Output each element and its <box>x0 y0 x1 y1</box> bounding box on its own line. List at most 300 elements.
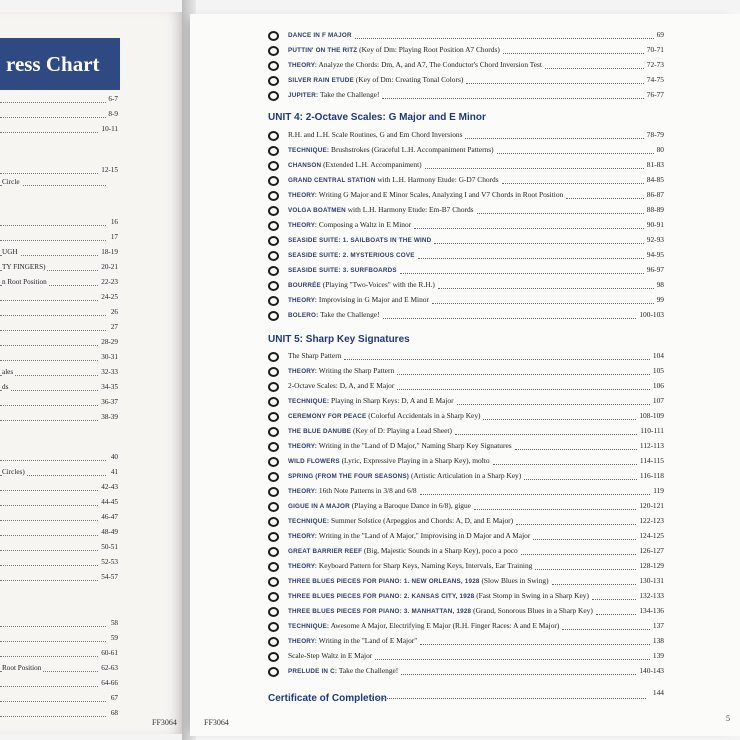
leader-dots <box>375 659 650 660</box>
leader-dots <box>401 674 636 675</box>
entry-page: 114-115 <box>639 456 664 465</box>
entry-page: 72-73 <box>646 60 664 69</box>
toc-entry <box>288 250 415 259</box>
leader-dots <box>0 117 106 118</box>
toc-row <box>268 265 664 279</box>
leader-dots <box>420 644 650 645</box>
toc-entry <box>288 396 454 405</box>
entry-description: Writing the Sharp Pattern <box>317 366 395 375</box>
toc-row <box>268 636 664 650</box>
circle-bullet-icon <box>268 427 279 437</box>
circle-bullet-icon <box>268 91 279 101</box>
left-toc-row <box>0 368 120 380</box>
left-toc-row <box>0 383 120 395</box>
entry-page: 130-131 <box>639 576 664 585</box>
circle-bullet-icon <box>268 547 279 557</box>
toc-entry <box>288 175 499 184</box>
entry-description: (Artistic Articulation in a Sharp Key) <box>409 471 522 480</box>
leader-dots <box>0 420 106 421</box>
toc-row <box>268 621 664 635</box>
leader-dots <box>397 374 650 375</box>
left-toc-row <box>0 664 120 676</box>
toc-entry <box>288 486 417 495</box>
entry-page: 139 <box>652 651 664 660</box>
toc-entry <box>288 145 494 154</box>
entry-page: 98 <box>656 280 664 289</box>
entry-page: 119 <box>653 486 664 495</box>
entry-title: CEREMONY FOR PEACE <box>288 413 367 420</box>
leader-dots <box>425 168 644 169</box>
left-entry-text: TY FINGERS) <box>2 263 46 271</box>
left-page <box>0 12 182 734</box>
left-entry-page: 24-25 <box>101 293 118 301</box>
certificate-row <box>268 688 664 702</box>
toc-entry <box>288 591 589 600</box>
toc-entry <box>288 606 593 615</box>
entry-title: SEASIDE SUITE: 3. SURFBOARDS <box>288 267 397 274</box>
toc-row <box>268 486 664 500</box>
circle-bullet-icon <box>268 382 279 392</box>
left-entry-page: 67 <box>110 694 118 702</box>
toc-row <box>268 396 664 410</box>
circle-bullet-icon <box>268 457 279 467</box>
entry-page: 105 <box>652 366 664 375</box>
unit4-heading: UNIT 4: 2-Octave Scales: G Major and E Minor <box>268 112 486 123</box>
circle-bullet-icon <box>268 236 279 246</box>
circle-bullet-icon <box>268 367 279 377</box>
toc-entry <box>288 546 518 555</box>
leader-dots <box>502 183 644 184</box>
left-toc-row <box>0 308 120 320</box>
left-entry-page: 30-31 <box>101 353 118 361</box>
entry-description: (Key of D: Playing a Lead Sheet) <box>351 426 452 435</box>
left-toc-row <box>0 619 120 631</box>
left-toc-row <box>0 248 120 260</box>
left-entry-page: 48-49 <box>101 528 118 536</box>
circle-bullet-icon <box>268 577 279 587</box>
left-toc-row <box>0 353 120 365</box>
circle-bullet-icon <box>268 146 279 156</box>
left-entry-page: 10-11 <box>101 125 118 133</box>
toc-entry <box>288 220 411 229</box>
entry-description: 16th Note Patterns in 3/8 and 6/8 <box>317 486 417 495</box>
page-number: 5 <box>726 714 730 723</box>
left-toc-row <box>0 110 120 122</box>
leader-dots <box>552 584 636 585</box>
entry-title: TECHNIQUE: <box>288 623 330 630</box>
entry-page: 112-113 <box>639 441 664 450</box>
toc-entry <box>288 501 471 510</box>
leader-dots <box>0 315 106 316</box>
entry-description: 2-Octave Scales: D, A, and E Major <box>288 381 395 390</box>
toc-row <box>268 591 664 605</box>
circle-bullet-icon <box>268 517 279 527</box>
entry-title: THEORY: <box>288 297 318 304</box>
leader-dots <box>0 345 106 346</box>
left-entry-text: ds <box>2 383 9 391</box>
circle-bullet-icon <box>268 442 279 452</box>
left-toc-row <box>0 263 120 275</box>
toc-entry <box>288 310 380 319</box>
toc-entry <box>288 576 549 585</box>
toc-row <box>268 471 664 485</box>
leader-dots <box>372 698 646 699</box>
entry-description: Take the Challenge! <box>318 310 380 319</box>
left-toc-row <box>0 528 120 540</box>
entry-title: GIGUE IN A MAJOR <box>288 503 350 510</box>
leader-dots <box>432 303 654 304</box>
toc-entry <box>288 30 352 39</box>
left-toc-row <box>0 278 120 290</box>
entry-title: GREAT BARRIER REEF <box>288 548 363 555</box>
left-entry-page: 20-21 <box>101 263 118 271</box>
toc-row <box>268 130 664 144</box>
toc-row <box>268 145 664 159</box>
toc-row <box>268 295 664 309</box>
left-toc-row <box>0 498 120 510</box>
toc-row <box>268 30 664 44</box>
left-toc-row <box>0 468 120 480</box>
entry-page: 132-133 <box>639 591 664 600</box>
left-entry-page: 16 <box>110 218 118 226</box>
circle-bullet-icon <box>268 397 279 407</box>
entry-page: 138 <box>652 636 664 645</box>
toc-entry <box>288 381 394 390</box>
leader-dots <box>0 490 106 491</box>
toc-entry <box>288 280 435 289</box>
entry-page: 76-77 <box>646 90 664 99</box>
entry-description: (Playing "Two-Voices" with the R.H.) <box>320 280 435 289</box>
left-entry-page: 40 <box>110 453 118 461</box>
entry-page: 90-91 <box>646 220 664 229</box>
entry-description: Analyze the Chords: Dm, A, and A7, The Conductor's Chord Inversion Test <box>317 60 542 69</box>
toc-row <box>268 546 664 560</box>
leader-dots <box>0 535 106 536</box>
toc-row <box>268 531 664 545</box>
entry-description: (Lyric, Expressive Playing in a Sharp Key), molto <box>339 456 490 465</box>
left-entry-page: 60-61 <box>101 649 118 657</box>
circle-bullet-icon <box>268 562 279 572</box>
leader-dots <box>0 656 106 657</box>
entry-title: BOURRÉE <box>288 282 321 289</box>
toc-entry <box>288 516 513 525</box>
leader-dots <box>418 258 644 259</box>
entry-title: GRAND CENTRAL STATION <box>288 177 376 184</box>
left-toc-row <box>0 709 120 721</box>
left-entry-page: 34-35 <box>101 383 118 391</box>
entry-page: 126-127 <box>639 546 664 555</box>
entry-title: SILVER RAIN ETUDE <box>288 77 354 84</box>
left-entry-text: UGH <box>2 248 18 256</box>
leader-dots <box>420 494 650 495</box>
left-entry-text: n Root Position <box>2 278 47 286</box>
circle-bullet-icon <box>268 191 279 201</box>
toc-row <box>268 250 664 264</box>
left-entry-page: 59 <box>110 634 118 642</box>
left-entry-page: 8-9 <box>108 110 118 118</box>
left-entry-page: 18-19 <box>101 248 118 256</box>
entry-title: THEORY: <box>288 533 318 540</box>
leader-dots <box>566 198 644 199</box>
entry-page: 110-111 <box>640 426 664 435</box>
leader-dots <box>0 375 106 376</box>
toc-row <box>268 310 664 324</box>
toc-row <box>268 561 664 575</box>
leader-dots <box>355 38 654 39</box>
toc-entry <box>288 45 500 54</box>
leader-dots <box>483 419 636 420</box>
toc-entry <box>288 90 379 99</box>
toc-entry <box>288 130 462 139</box>
entry-title: JUPITER: <box>288 92 319 99</box>
certificate-title: Certificate of Completion <box>268 693 387 704</box>
entry-page: 104 <box>652 351 664 360</box>
leader-dots <box>0 132 106 133</box>
left-toc-row <box>0 293 120 305</box>
entry-title: THEORY: <box>288 368 318 375</box>
left-entry-page: 38-39 <box>101 413 118 421</box>
entry-title: VOLGA BOATMEN <box>288 207 346 214</box>
toc-entry <box>288 621 559 630</box>
toc-entry <box>288 651 372 660</box>
toc-row <box>268 205 664 219</box>
entry-page: 116-118 <box>639 471 664 480</box>
circle-bullet-icon <box>268 311 279 321</box>
left-toc-row <box>0 413 120 425</box>
left-entry-page: 32-33 <box>101 368 118 376</box>
toc-row <box>268 576 664 590</box>
leader-dots <box>592 599 636 600</box>
left-toc-row <box>0 218 120 230</box>
leader-dots <box>397 389 650 390</box>
entry-description: Take the Challenge! <box>318 90 380 99</box>
right-page <box>190 14 740 736</box>
leader-dots <box>0 550 106 551</box>
toc-row <box>268 90 664 104</box>
toc-entry <box>288 160 422 169</box>
left-entry-page: 62-63 <box>101 664 118 672</box>
circle-bullet-icon <box>268 592 279 602</box>
entry-page: 122-123 <box>639 516 664 525</box>
toc-entry <box>288 265 397 274</box>
toc-entry <box>288 411 480 420</box>
entry-title: DANCE IN F MAJOR <box>288 32 352 39</box>
circle-bullet-icon <box>268 61 279 71</box>
leader-dots <box>465 138 644 139</box>
leader-dots <box>0 460 106 461</box>
circle-bullet-icon <box>268 667 279 677</box>
entry-description: (Grand, Sonorous Blues in a Sharp Key) <box>471 606 593 615</box>
leader-dots <box>414 228 644 229</box>
leader-dots <box>497 153 654 154</box>
leader-dots <box>0 716 106 717</box>
leader-dots <box>0 580 106 581</box>
entry-page: 128-129 <box>639 561 664 570</box>
toc-row <box>268 441 664 455</box>
entry-page: 88-89 <box>646 205 664 214</box>
entry-title: TECHNIQUE: <box>288 147 330 154</box>
leader-dots <box>562 629 650 630</box>
toc-entry <box>288 366 394 375</box>
certificate-page: 144 <box>652 688 664 697</box>
entry-title: THEORY: <box>288 488 318 495</box>
toc-row <box>268 160 664 174</box>
toc-row <box>268 235 664 249</box>
circle-bullet-icon <box>268 76 279 86</box>
entry-title: THEORY: <box>288 222 318 229</box>
leader-dots <box>0 173 106 174</box>
left-entry-page: 46-47 <box>101 513 118 521</box>
leader-dots <box>521 554 636 555</box>
leader-dots <box>515 449 637 450</box>
entry-page: 134-136 <box>639 606 664 615</box>
entry-description: (Slow Blues in Swing) <box>479 576 549 585</box>
left-entry-page: 12-15 <box>101 166 118 174</box>
circle-bullet-icon <box>268 31 279 41</box>
left-entry-page: 22-23 <box>101 278 118 286</box>
toc-row <box>268 516 664 530</box>
entry-page: 140-143 <box>639 666 664 675</box>
entry-title: CHANSON <box>288 162 322 169</box>
circle-bullet-icon <box>268 221 279 231</box>
circle-bullet-icon <box>268 622 279 632</box>
circle-bullet-icon <box>268 206 279 216</box>
circle-bullet-icon <box>268 46 279 56</box>
leader-dots <box>477 213 644 214</box>
entry-description: Writing in the "Land of A Major," Improvising in D Major and A Major <box>317 531 531 540</box>
leader-dots <box>0 360 106 361</box>
leader-dots <box>434 243 644 244</box>
toc-entry <box>288 456 490 465</box>
leader-dots <box>438 288 654 289</box>
leader-dots <box>493 464 637 465</box>
leader-dots <box>0 390 106 391</box>
leader-dots <box>400 273 644 274</box>
entry-title: THEORY: <box>288 563 318 570</box>
unit5-heading: UNIT 5: Sharp Key Signatures <box>268 334 410 345</box>
leader-dots <box>524 479 637 480</box>
entry-description: Take the Challenge! <box>337 666 399 675</box>
left-entry-page: 52-53 <box>101 558 118 566</box>
entry-title: THREE BLUES PIECES FOR PIANO: 3. MANHATTAN, 1928 <box>288 608 472 615</box>
leader-dots <box>344 359 650 360</box>
leader-dots <box>0 405 106 406</box>
leader-dots <box>535 569 636 570</box>
circle-bullet-icon <box>268 487 279 497</box>
left-toc-row <box>0 453 120 465</box>
entry-description: (Key of Dm: Creating Tonal Colors) <box>353 75 464 84</box>
toc-row <box>268 175 664 189</box>
entry-title: THEORY: <box>288 192 318 199</box>
leader-dots <box>0 701 106 702</box>
entry-page: 94-95 <box>646 250 664 259</box>
toc-entry <box>288 351 341 360</box>
left-toc-row <box>0 338 120 350</box>
left-entry-page: 17 <box>110 233 118 241</box>
entry-description: Scale-Step Waltz in E Major <box>288 651 373 660</box>
entry-title: WILD FLOWERS <box>288 458 340 465</box>
entry-title: SPRING (FROM THE FOUR SEASONS) <box>288 473 410 480</box>
leader-dots <box>0 505 106 506</box>
entry-title: BOLERO: <box>288 312 319 319</box>
entry-page: 96-97 <box>646 265 664 274</box>
entry-page: 108-109 <box>639 411 664 420</box>
left-entry-page: 41 <box>110 468 118 476</box>
left-toc-row <box>0 679 120 691</box>
entry-description: (Key of Dm: Playing Root Position A7 Chords) <box>357 45 500 54</box>
circle-bullet-icon <box>268 502 279 512</box>
entry-page: 100-103 <box>639 310 664 319</box>
left-entry-page: 64-66 <box>101 679 118 687</box>
left-toc-row <box>0 233 120 245</box>
entry-description: Keyboard Pattern for Sharp Keys, Naming Keys, Intervals, Ear Training <box>317 561 533 570</box>
left-entry-text: ales <box>2 368 14 376</box>
toc-entry <box>288 205 474 214</box>
left-entry-page: 36-37 <box>101 398 118 406</box>
toc-row <box>268 606 664 620</box>
entry-description: with L.H. Harmony Etude: G-D7 Chords <box>375 175 499 184</box>
toc-entry <box>288 60 542 69</box>
toc-row <box>268 381 664 395</box>
left-entry-page: 26 <box>110 308 118 316</box>
circle-bullet-icon <box>268 412 279 422</box>
toc-row <box>268 220 664 234</box>
entry-description: Awesome A Major, Electrifying E Major (R.H. Finger Races: A and E Major) <box>329 621 560 630</box>
toc-entry <box>288 666 398 675</box>
left-entry-text: Circle <box>2 178 20 186</box>
entry-description: (Colorful Accidentals in a Sharp Key) <box>366 411 481 420</box>
entry-page: 74-75 <box>646 75 664 84</box>
right-footer-code: FF3064 <box>204 718 229 727</box>
circle-bullet-icon <box>268 652 279 662</box>
toc-row <box>268 190 664 204</box>
entry-title: SEASIDE SUITE: 1. SAILBOATS IN THE WIND <box>288 237 432 244</box>
toc-row <box>268 666 664 680</box>
leader-dots <box>382 98 644 99</box>
entry-description: with L.H. Harmony Etude: Em-B7 Chords <box>345 205 474 214</box>
leader-dots <box>0 520 106 521</box>
circle-bullet-icon <box>268 296 279 306</box>
circle-bullet-icon <box>268 266 279 276</box>
leader-dots <box>516 524 636 525</box>
leader-dots <box>503 53 644 54</box>
circle-bullet-icon <box>268 161 279 171</box>
left-entry-page: 42-43 <box>101 483 118 491</box>
toc-entry <box>288 531 530 540</box>
circle-bullet-icon <box>268 281 279 291</box>
leader-dots <box>0 300 106 301</box>
entry-page: 92-93 <box>646 235 664 244</box>
toc-row <box>268 651 664 665</box>
circle-bullet-icon <box>268 472 279 482</box>
toc-entry <box>288 295 429 304</box>
circle-bullet-icon <box>268 176 279 186</box>
entry-title: PRELUDE IN C: <box>288 668 338 675</box>
left-toc-row <box>0 483 120 495</box>
left-toc-row <box>0 634 120 646</box>
toc-row <box>268 501 664 515</box>
entry-description: (Playing a Baroque Dance in 6/8), gigue <box>349 501 471 510</box>
toc-row <box>268 60 664 74</box>
entry-title: THE BLUE DANUBE <box>288 428 352 435</box>
left-entry-page: 27 <box>110 323 118 331</box>
left-footer-code: FF3064 <box>152 718 177 727</box>
entry-page: 120-121 <box>639 501 664 510</box>
toc-entry <box>288 471 521 480</box>
toc-entry <box>288 426 452 435</box>
entry-description: Brushstrokes (Graceful L.H. Accompaniment Patterns) <box>329 145 494 154</box>
entry-page: 80 <box>656 145 664 154</box>
